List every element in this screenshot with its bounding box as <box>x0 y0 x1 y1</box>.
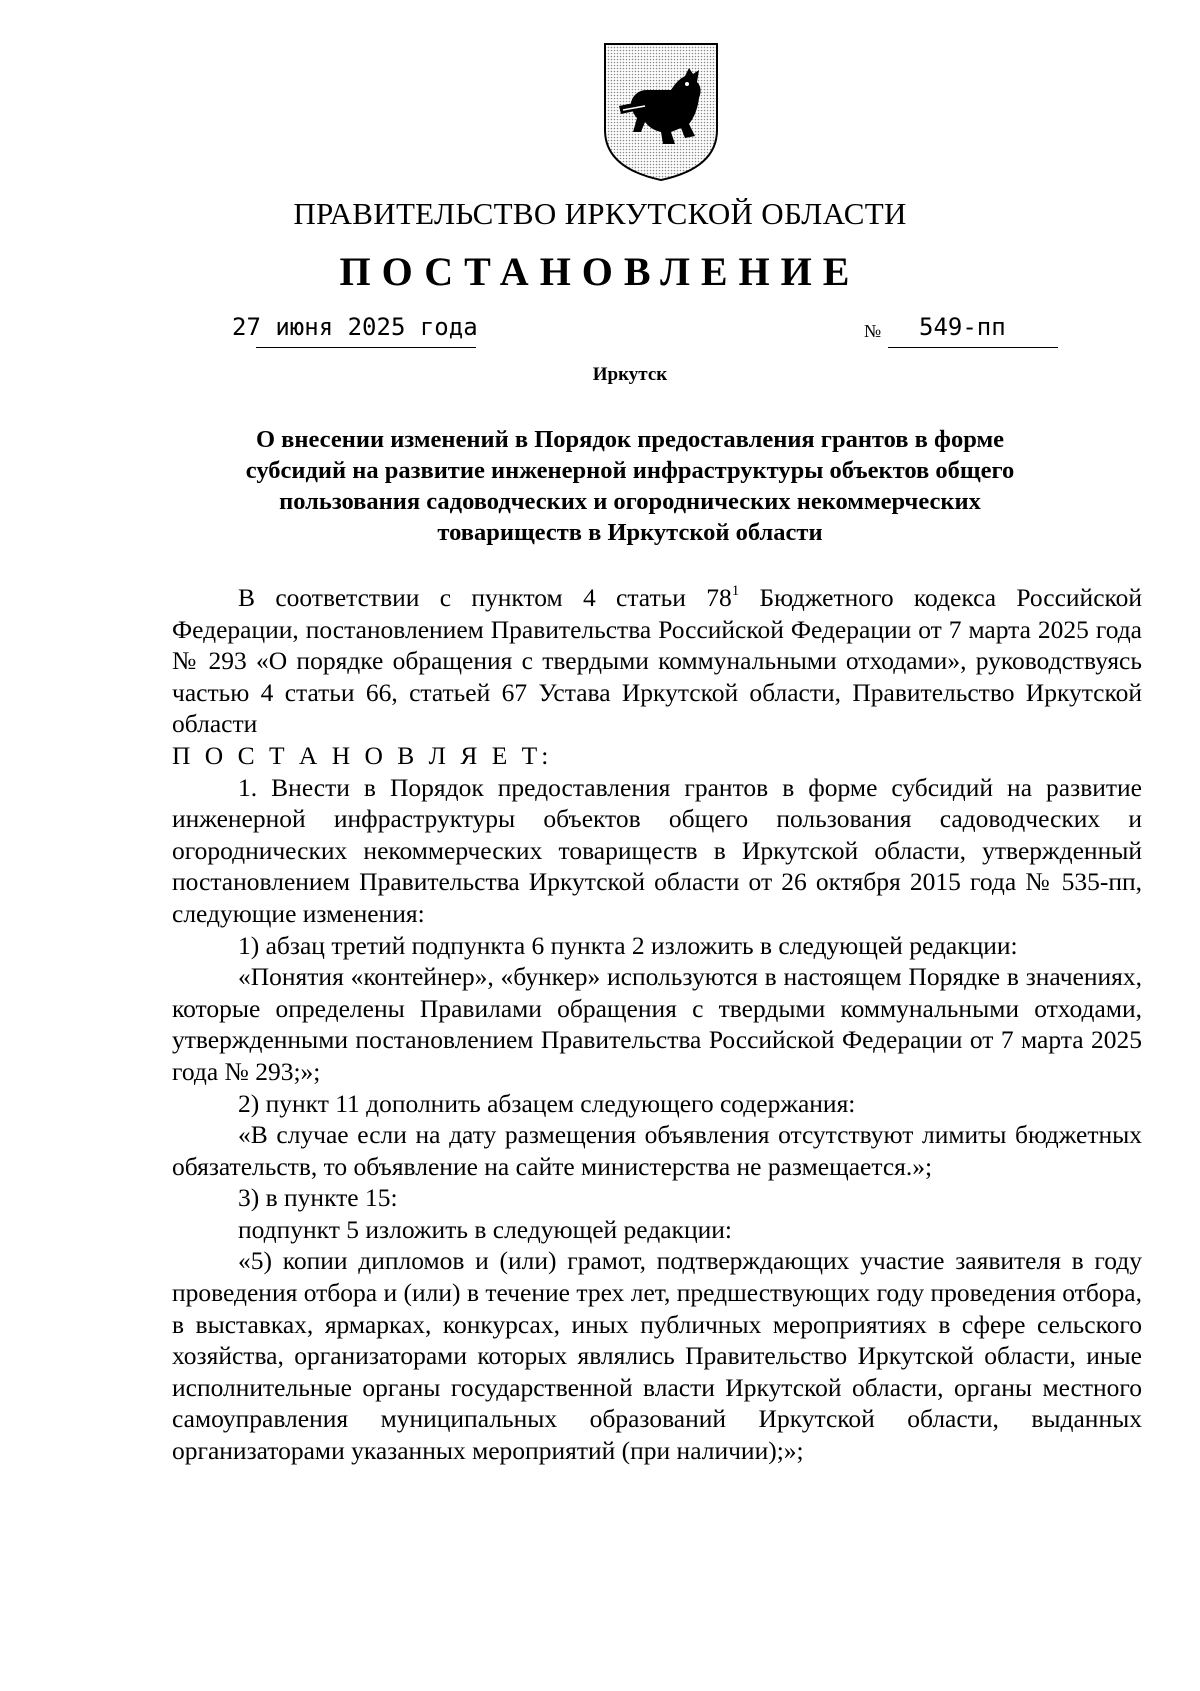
subitem-3-paragraph: 3) в пункте 15: <box>238 1183 398 1213</box>
coat-of-arms-emblem <box>601 40 721 182</box>
subitem-2-paragraph: 2) пункт 11 дополнить абзацем следующего содержания: <box>238 1088 856 1118</box>
heading-line: субсидий на развитие инженерной инфраструктуры объектов общего <box>245 457 1015 484</box>
heading-line: О внесении изменений в Порядок предоставления грантов в форме <box>255 426 1005 453</box>
subitem-3-text: «5) копии дипломов и (или) грамот, подтверждающих участие заявителя в году проведения отбора и (или) в течение трех лет, предшествующих году проведения отбора, в выставках, ярмарках, конкурсах, иных публичных мероприятиях в сфере сельского хозяйства, организаторами которых являлись Правительство Иркутской области, иные исполнительные органы государственной власти Иркутской области, органы местного самоуправления муниципальных образований Иркутской области, выданных организаторами указанных мероприятий (при наличии);»; <box>172 1246 1142 1466</box>
number-underline <box>888 347 1058 348</box>
number-label: № <box>864 321 882 341</box>
decree-number: 549-пп <box>919 313 1006 341</box>
preamble-superscript: 1 <box>731 583 740 599</box>
document-type: ПОСТАНОВЛЕНИЕ <box>339 249 861 294</box>
decrees-word: П О С Т А Н О В Л Я Е Т: <box>172 740 553 770</box>
preamble-paragraph <box>172 582 1142 740</box>
decree-date: 27 июня 2025 года <box>232 313 478 341</box>
preamble-part1: В соответствии с пунктом 4 статьи 78 <box>238 583 732 612</box>
subitem-1-paragraph: 1) абзац третий подпункта 6 пункта 2 изложить в следующей редакции: <box>238 930 1018 960</box>
date-underline <box>256 347 476 348</box>
subitem-3-intro: подпункт 5 изложить в следующей редакции: <box>238 1214 732 1244</box>
decree-body <box>172 582 1142 1467</box>
city-name: Иркутск <box>592 364 668 385</box>
subitem-1-text: «Понятия «контейнер», «бункер» используются в настоящем Порядке в значениях, которые определены Правилами обращения с твердыми коммунальными отходами, утвержденными постановлением Правительства Российской Федерации от 7 марта 2025 года № 293;»; <box>172 962 1142 1086</box>
item-1-paragraph: 1. Внести в Порядок предоставления грантов в форме субсидий на развитие инженерной инфраструктуры объектов общего пользования садоводческих и огороднических некоммерческих товариществ в Иркутской области, утвержденный постановлением Правительства Иркутской области от 26 октября 2015 года № 535-пп, следующие изменения: <box>172 772 1142 928</box>
government-name: ПРАВИТЕЛЬСТВО ИРКУТСКОЙ ОБЛАСТИ <box>293 196 907 231</box>
heading-line: пользования садоводческих и огороднических некоммерческих <box>279 488 981 515</box>
heading-line: товариществ в Иркутской области <box>437 519 823 546</box>
subitem-2-text: «В случае если на дату размещения объявления отсутствуют лимиты бюджетных обязательств, то объявление на сайте министерства не размещается.»; <box>172 1120 1142 1181</box>
preamble-part2: Бюджетного кодекса Российской Федерации, постановлением Правительства Российской Федерации от 7 марта 2025 года № 293 «О порядке обращения с твердыми коммунальными отходами», руководствуясь частью 4 статьи 66, статьей 67 Устава Иркутской области, Правительство Иркутской области <box>172 583 1142 739</box>
decree-heading <box>180 424 1080 548</box>
